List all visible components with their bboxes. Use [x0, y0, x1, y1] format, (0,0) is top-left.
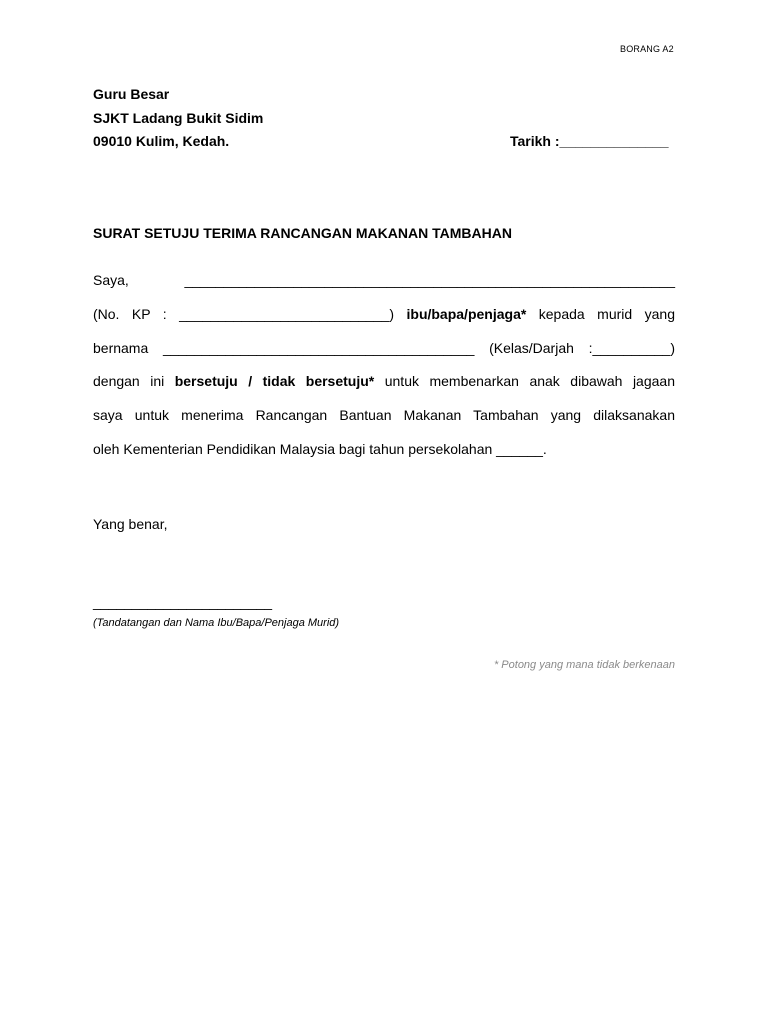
- signature-line: _______________________: [93, 594, 273, 610]
- recipient-title: Guru Besar: [93, 86, 170, 102]
- body-line-ic: [93, 306, 675, 322]
- guardian-role-options: ibu/bapa/penjaga*: [406, 306, 527, 322]
- form-code: BORANG A2: [620, 44, 674, 54]
- footnote: * Potong yang mana tidak berkenaan: [493, 659, 675, 671]
- body-line-name: Saya, _______________________________________________________________: [93, 272, 675, 288]
- letter-subject: SURAT SETUJU TERIMA RANCANGAN MAKANAN TAMBAHAN: [93, 225, 512, 241]
- body-line-consent: [93, 373, 675, 389]
- body-line-year: oleh Kementerian Pendidikan Malaysia bagi tahun persekolahan ______.: [93, 441, 547, 457]
- consent-suffix: untuk membenarkan anak dibawah jagaan: [374, 373, 675, 389]
- recipient-school: SJKT Ladang Bukit Sidim: [93, 110, 264, 126]
- consent-options: bersetuju / tidak bersetuju*: [174, 373, 375, 389]
- closing-salutation: Yang benar,: [93, 516, 168, 532]
- consent-prefix: dengan ini: [93, 373, 175, 389]
- body-line-programme: saya untuk menerima Rancangan Bantuan Makanan Tambahan yang dilaksanakan: [93, 407, 675, 423]
- student-text: kepada murid yang: [526, 306, 675, 322]
- ic-number-blank: (No. KP : ___________________________): [93, 306, 407, 322]
- body-line-student-class: bernama ________________________________________ (Kelas/Darjah :__________): [93, 340, 675, 356]
- recipient-postcode-city: 09010 Kulim, Kedah.: [93, 133, 230, 149]
- date-field: Tarikh :______________: [510, 133, 669, 149]
- signature-caption: (Tandatangan dan Nama Ibu/Bapa/Penjaga Murid): [93, 617, 340, 629]
